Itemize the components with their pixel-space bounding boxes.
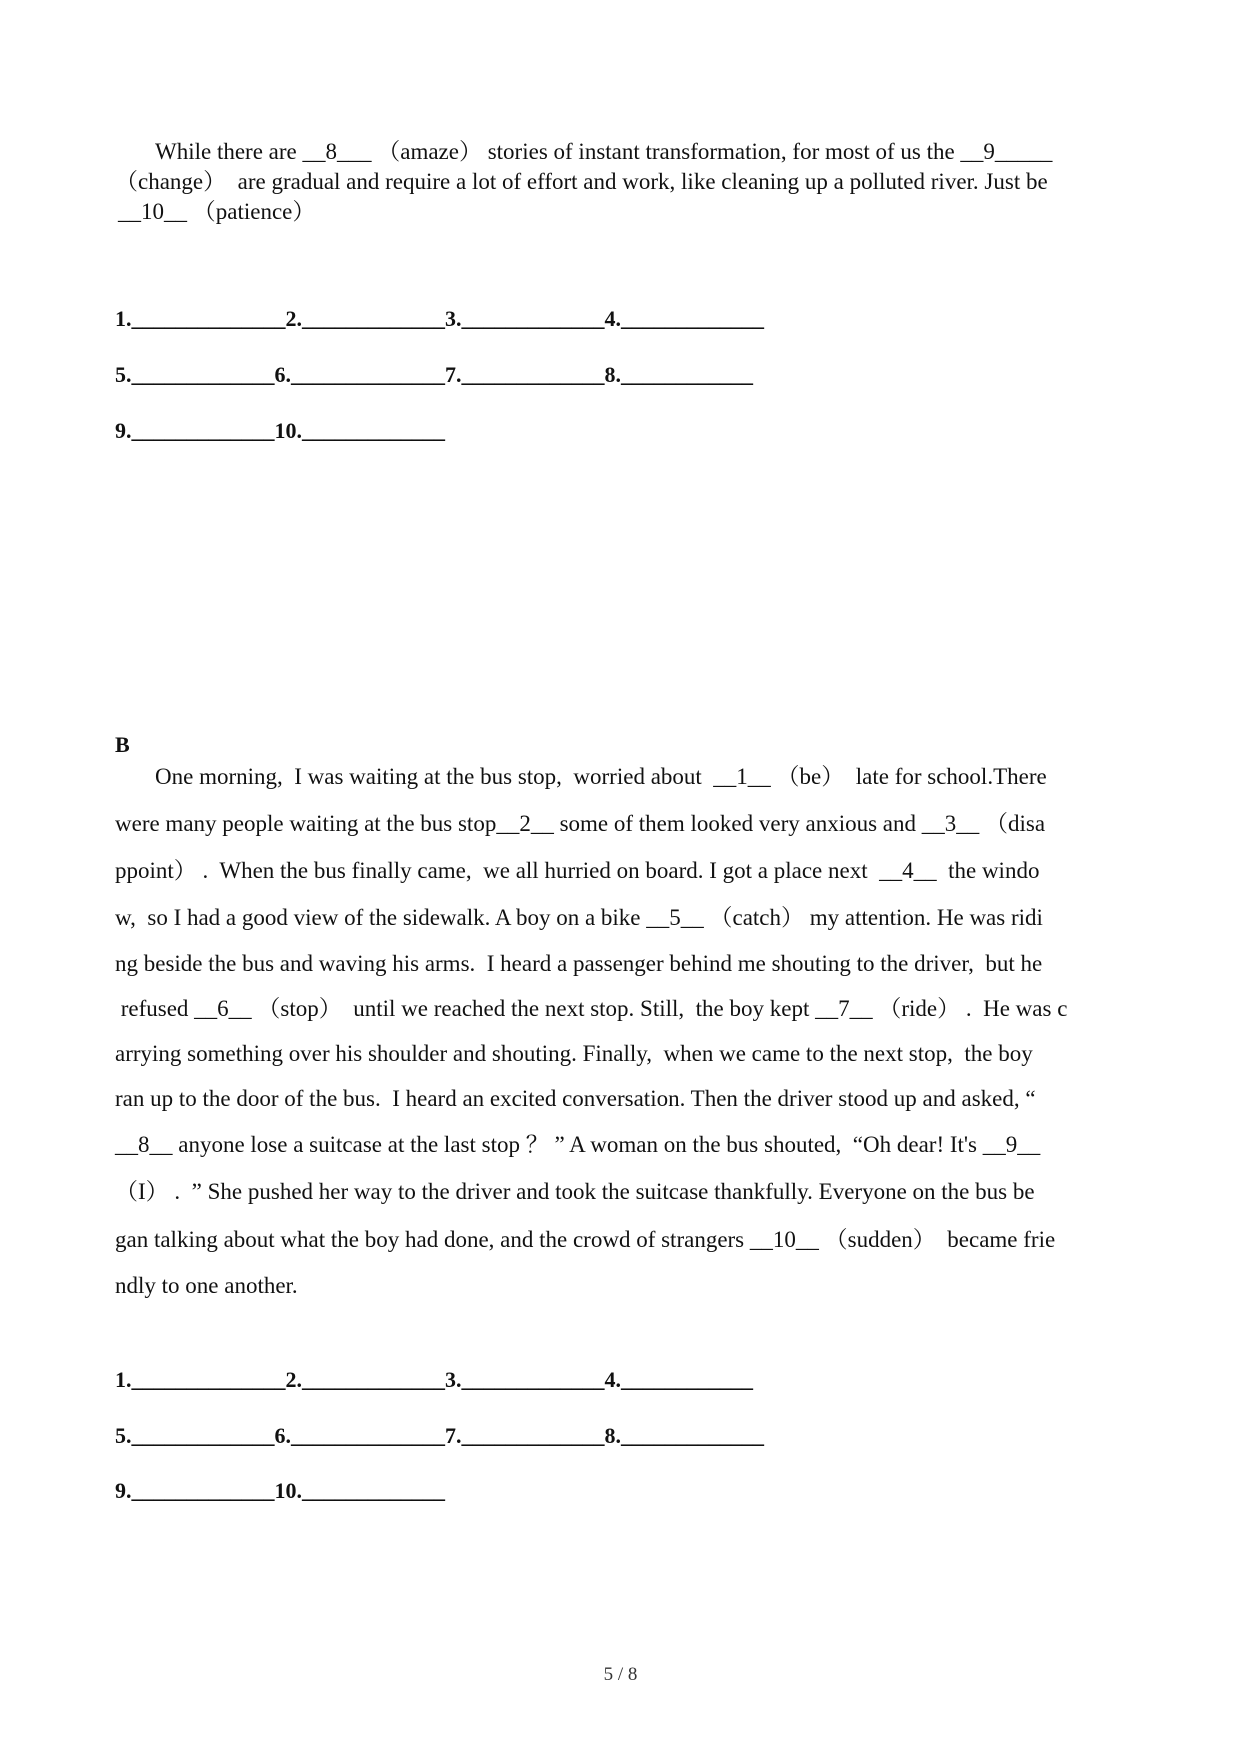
paragraph-a-line: While there are __8___ （amaze） stories of instant transformation, for most of us the __9_____ [155, 139, 1053, 164]
paragraph-b-line: arrying something over his shoulder and shouting. Finally, when we came to the next stop, the boy [115, 1041, 1033, 1066]
answer-row-a-1: 1.______________2._____________3._____________4._____________ [115, 306, 764, 331]
paragraph-b-line: were many people waiting at the bus stop__2__ some of them looked very anxious and __3__ （disa [115, 811, 1046, 836]
paragraph-b-line: refused __6__ （stop） until we reached the next stop. Still, the boy kept __7__ （ride） . He was c [115, 996, 1068, 1021]
answer-row-b-2: 5._____________6.______________7._____________8._____________ [115, 1423, 764, 1448]
paragraph-b-line: w, so I had a good view of the sidewalk. A boy on a bike __5__ （catch） my attention. He was ridi [115, 905, 1043, 930]
paragraph-b-line: ppoint） . When the bus finally came, we all hurried on board. I got a place next __4__ the windo [115, 858, 1040, 883]
paragraph-b-line: ran up to the door of the bus. I heard an excited conversation. Then the driver stood up and asked, “ [115, 1086, 1036, 1111]
paragraph-b-line: gan talking about what the boy had done, and the crowd of strangers __10__ （sudden） became frie [115, 1227, 1056, 1252]
paragraph-a-line: __10__ （patience） [118, 199, 316, 224]
answer-row-a-3: 9._____________10._____________ [115, 418, 445, 443]
answer-row-b-1: 1.______________2._____________3._____________4.____________ [115, 1367, 753, 1392]
paragraph-b-line: （I） . ” She pushed her way to the driver and took the suitcase thankfully. Everyone on the bus be [115, 1179, 1035, 1204]
paragraph-b-line: ndly to one another. [115, 1273, 298, 1298]
paragraph-a-line: （change） are gradual and require a lot of effort and work, like cleaning up a polluted river. Just be [115, 169, 1048, 194]
paragraph-b-line: One morning, I was waiting at the bus stop, worried about __1__ （be） late for school.There [155, 764, 1047, 789]
answer-row-a-2: 5._____________6.______________7._____________8.____________ [115, 362, 753, 387]
page-number: 5 / 8 [603, 1664, 638, 1685]
paragraph-b-line: __8__ anyone lose a suitcase at the last stop ？ ” A woman on the bus shouted, “Oh dear! It's __9__ [115, 1132, 1041, 1157]
answer-row-b-3: 9._____________10._____________ [115, 1478, 445, 1503]
paragraph-b-line: ng beside the bus and waving his arms. I heard a passenger behind me shouting to the driver, but he [115, 951, 1043, 976]
section-b-heading: B [115, 732, 130, 757]
